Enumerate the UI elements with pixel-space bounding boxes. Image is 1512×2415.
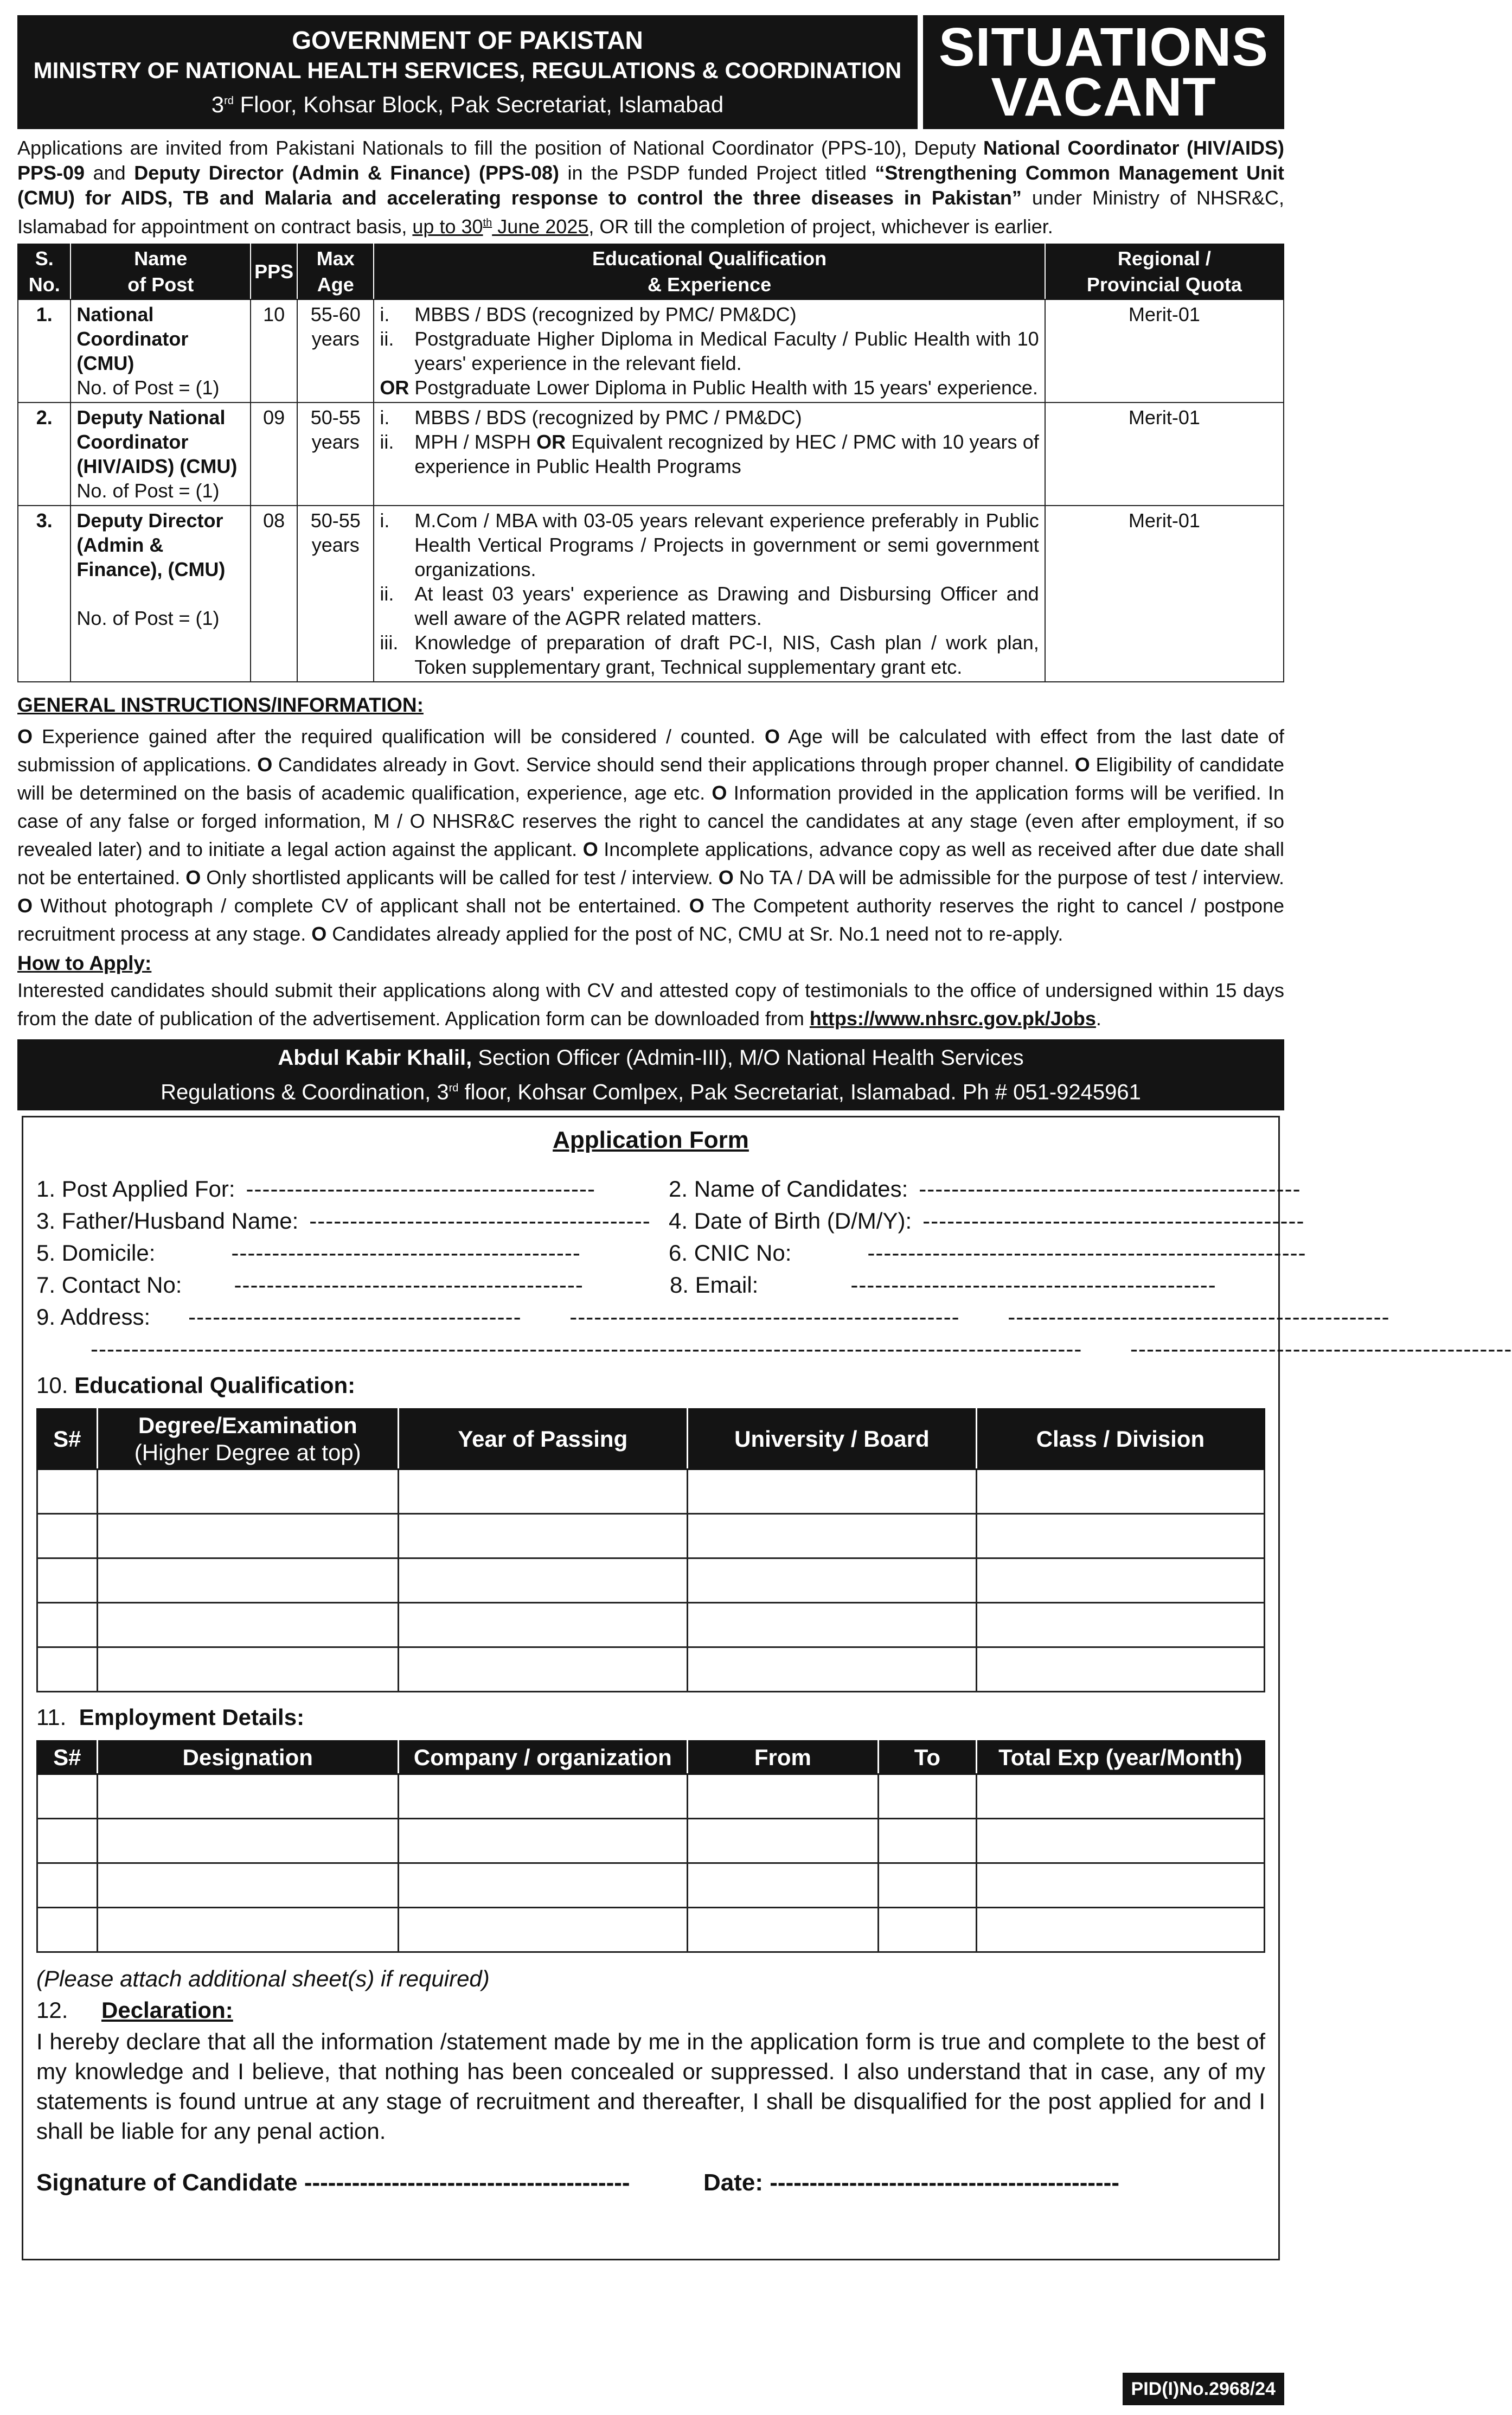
qualification-row[interactable] bbox=[37, 1603, 1265, 1647]
header bbox=[17, 15, 1284, 129]
post-applied-field[interactable]: 1. Post Applied For: ------------------------------------------- bbox=[36, 1176, 595, 1202]
address-field-line2[interactable]: -------------------------------------------------------------------------------------------------------------------------- ----------------------------------------------- bbox=[91, 1336, 1512, 1362]
how-to-apply-title: How to Apply: bbox=[17, 952, 152, 974]
qualification-table: S# Degree/Examination (Higher Degree at top) Year of Passing University / Board Class / Division bbox=[36, 1408, 1265, 1692]
ministry-header bbox=[17, 15, 918, 129]
intro-paragraph: Applications are invited from Pakistani Nationals to fill the position of National Coordinator (PPS-10), Deputy National Coordinator (HIV/AIDS) PPS-09 and Deputy Director (Admin & Finance) (PPS-08) in the PSDP funded Project titled “Strengthening Common Management Unit (CMU) for AIDS, TB and Malaria and accelerating response to control the three diseases in Pakistan” under Ministry of NHSR&C, Islamabad for appointment on contract basis, up to 30th June 2025, OR till the completion of project, whichever is earlier. bbox=[17, 137, 1285, 238]
situations-vacant-badge: SITUATIONS VACANT bbox=[923, 15, 1284, 129]
address-field[interactable]: 9. Address: ----------------------------------------- ------------------------------------------------ ----------------------------------------------- bbox=[36, 1304, 1390, 1330]
father-name-field[interactable]: 3. Father/Husband Name: ------------------------------------------ bbox=[36, 1208, 651, 1234]
posts-table bbox=[17, 244, 1284, 682]
personal-fields bbox=[36, 1173, 1512, 1365]
additional-sheet-note: (Please attach additional sheet(s) if required) bbox=[36, 1966, 490, 1992]
employment-heading: 11. Employment Details: bbox=[36, 1704, 305, 1730]
ministry-title: MINISTRY OF NATIONAL HEALTH SERVICES, REGULATIONS & COORDINATION bbox=[33, 57, 902, 83]
table-row: 3. Deputy Director (Admin & Finance), (CMU) No. of Post = (1) 08 50-55 years i. M.Com / MBA with 03-05 years relevant experience preferably in Public Health Vertical Programs / Projects in government or semi government organizations. ii. At least 03 years' experience as Drawing and Disbursing Officer and well aware of the AGPR related matters. iii. Knowledge of preparation of draft PC-I, NIS, Cash plan / work plan, Token supplementary grant, Technical supplementary grant etc. Merit-01 bbox=[18, 506, 1284, 682]
signature-row bbox=[36, 2168, 1265, 2198]
qualification-row[interactable] bbox=[37, 1514, 1265, 1558]
form-title: Application Form bbox=[553, 1127, 749, 1154]
how-to-apply-text: Interested candidates should submit their applications along with CV and attested copy of testimonials to the office of undersigned within 15 days from the date of publication of the advertisement. Application form can be downloaded from https://www.nhsrc.gov.pk/Jobs. bbox=[17, 979, 1284, 1030]
application-form bbox=[22, 1116, 1512, 2260]
declaration-text: I hereby declare that all the information /statement made by me in the application form is true and complete to the best of my knowledge and I believe, that nothing has been concealed or suppressed. I also understand that in case, any of my statements is found untrue at any stage of recruitment and thereafter, I shall be disqualified for the post applied for and I shall be liable for any penal action. bbox=[36, 2029, 1265, 2144]
date-field[interactable]: Date: -------------------------------------------- bbox=[703, 2169, 1119, 2196]
posts-table-header: S. No. Name of Post PPS Max Age Educational Qualification & Experience Regional / Provincial Quota bbox=[18, 244, 1284, 299]
qualification-row[interactable] bbox=[37, 1558, 1265, 1603]
govt-title: GOVERNMENT OF PAKISTAN bbox=[292, 25, 643, 54]
signature-field[interactable]: Signature of Candidate ----------------------------------------- bbox=[36, 2169, 630, 2196]
contact-no-field[interactable]: 7. Contact No: ------------------------------------------- bbox=[36, 1272, 584, 1298]
candidate-name-field[interactable]: 2. Name of Candidates: ----------------------------------------------- bbox=[669, 1176, 1301, 1202]
declaration-heading: 12. Declaration: bbox=[36, 1997, 233, 2023]
contact-bar: Abdul Kabir Khalil, Section Officer (Admin-III), M/O National Health Services Regulations & Coordination, 3rd floor, Kohsar Comlpex, Pak Secretariat, Islamabad. Ph # 051-9245961 bbox=[17, 1039, 1284, 1110]
employment-row[interactable] bbox=[37, 1819, 1265, 1863]
instructions-text: O Experience gained after the required qualification will be considered / counted. O Age will be calculated with effect from the last date of submission of applications. O Candidates already in Govt. Service should send their applications through proper channel. O Eligibility of candidate will be determined on the basis of academic qualification, experience, age etc. O Information provided in the application forms will be verified. In case of any false or forged information, M / O NHSR&C reserves the right to cancel the candidates at any stage (even after employment, if so revealed later) and to initiate a legal action against the applicant. O Incomplete applications, advance copy as well as received after due date shall not be entertained. O Only shortlisted applicants will be called for test / interview. O No TA / DA will be admissible for the purpose of test / interview. O Without photograph / complete CV of applicant shall not be entertained. O The Competent authority reserves the right to cancel / postpone recruitment process at any stage. O Candidates already applied for the post of NC, CMU at Sr. No.1 need not to re-apply. bbox=[17, 725, 1285, 945]
domicile-field[interactable]: 5. Domicile: ------------------------------------------- bbox=[36, 1240, 581, 1266]
jobs-link[interactable]: https://www.nhsrc.gov.pk/Jobs bbox=[809, 1007, 1096, 1030]
qualification-row[interactable] bbox=[37, 1647, 1265, 1692]
instructions-title: GENERAL INSTRUCTIONS/INFORMATION: bbox=[17, 694, 424, 716]
ministry-address: 3rd Floor, Kohsar Block, Pak Secretariat, Islamabad bbox=[211, 91, 724, 117]
date-of-birth-field[interactable]: 4. Date of Birth (D/M/Y): ----------------------------------------------- bbox=[669, 1208, 1305, 1234]
employment-row[interactable] bbox=[37, 1774, 1265, 1819]
advertisement bbox=[17, 15, 1512, 2260]
employment-row[interactable] bbox=[37, 1908, 1265, 1952]
pid-number: PID(I)No.2968/24 bbox=[1123, 2373, 1284, 2405]
table-row: 1. National Coordinator (CMU) No. of Post = (1) 10 55-60 years i. MBBS / BDS (recognized by PMC/ PM&DC) ii. Postgraduate Higher Diploma in Medical Faculty / Public Health with 10 years' experience in the relevant field. OR Postgraduate Lower Diploma in Public Health with 15 years' experience. Merit-01 bbox=[18, 299, 1284, 403]
cnic-field[interactable]: 6. CNIC No: ------------------------------------------------------ bbox=[669, 1240, 1306, 1266]
email-field[interactable]: 8. Email: --------------------------------------------- bbox=[669, 1272, 1216, 1298]
qualification-heading: 10. Educational Qualification: bbox=[36, 1372, 356, 1398]
qualification-row[interactable] bbox=[37, 1470, 1265, 1514]
employment-table: S# Designation Company / organization From To Total Exp (year/Month) bbox=[36, 1740, 1265, 1953]
employment-row[interactable] bbox=[37, 1863, 1265, 1908]
table-row: 2. Deputy National Coordinator (HIV/AIDS) (CMU) No. of Post = (1) 09 50-55 years i. MBBS / BDS (recognized by PMC / PM&DC) ii. MPH / MSPH OR Equivalent recognized by HEC / PMC with 10 years of experience in Public Health Programs Merit-01 bbox=[18, 403, 1284, 506]
